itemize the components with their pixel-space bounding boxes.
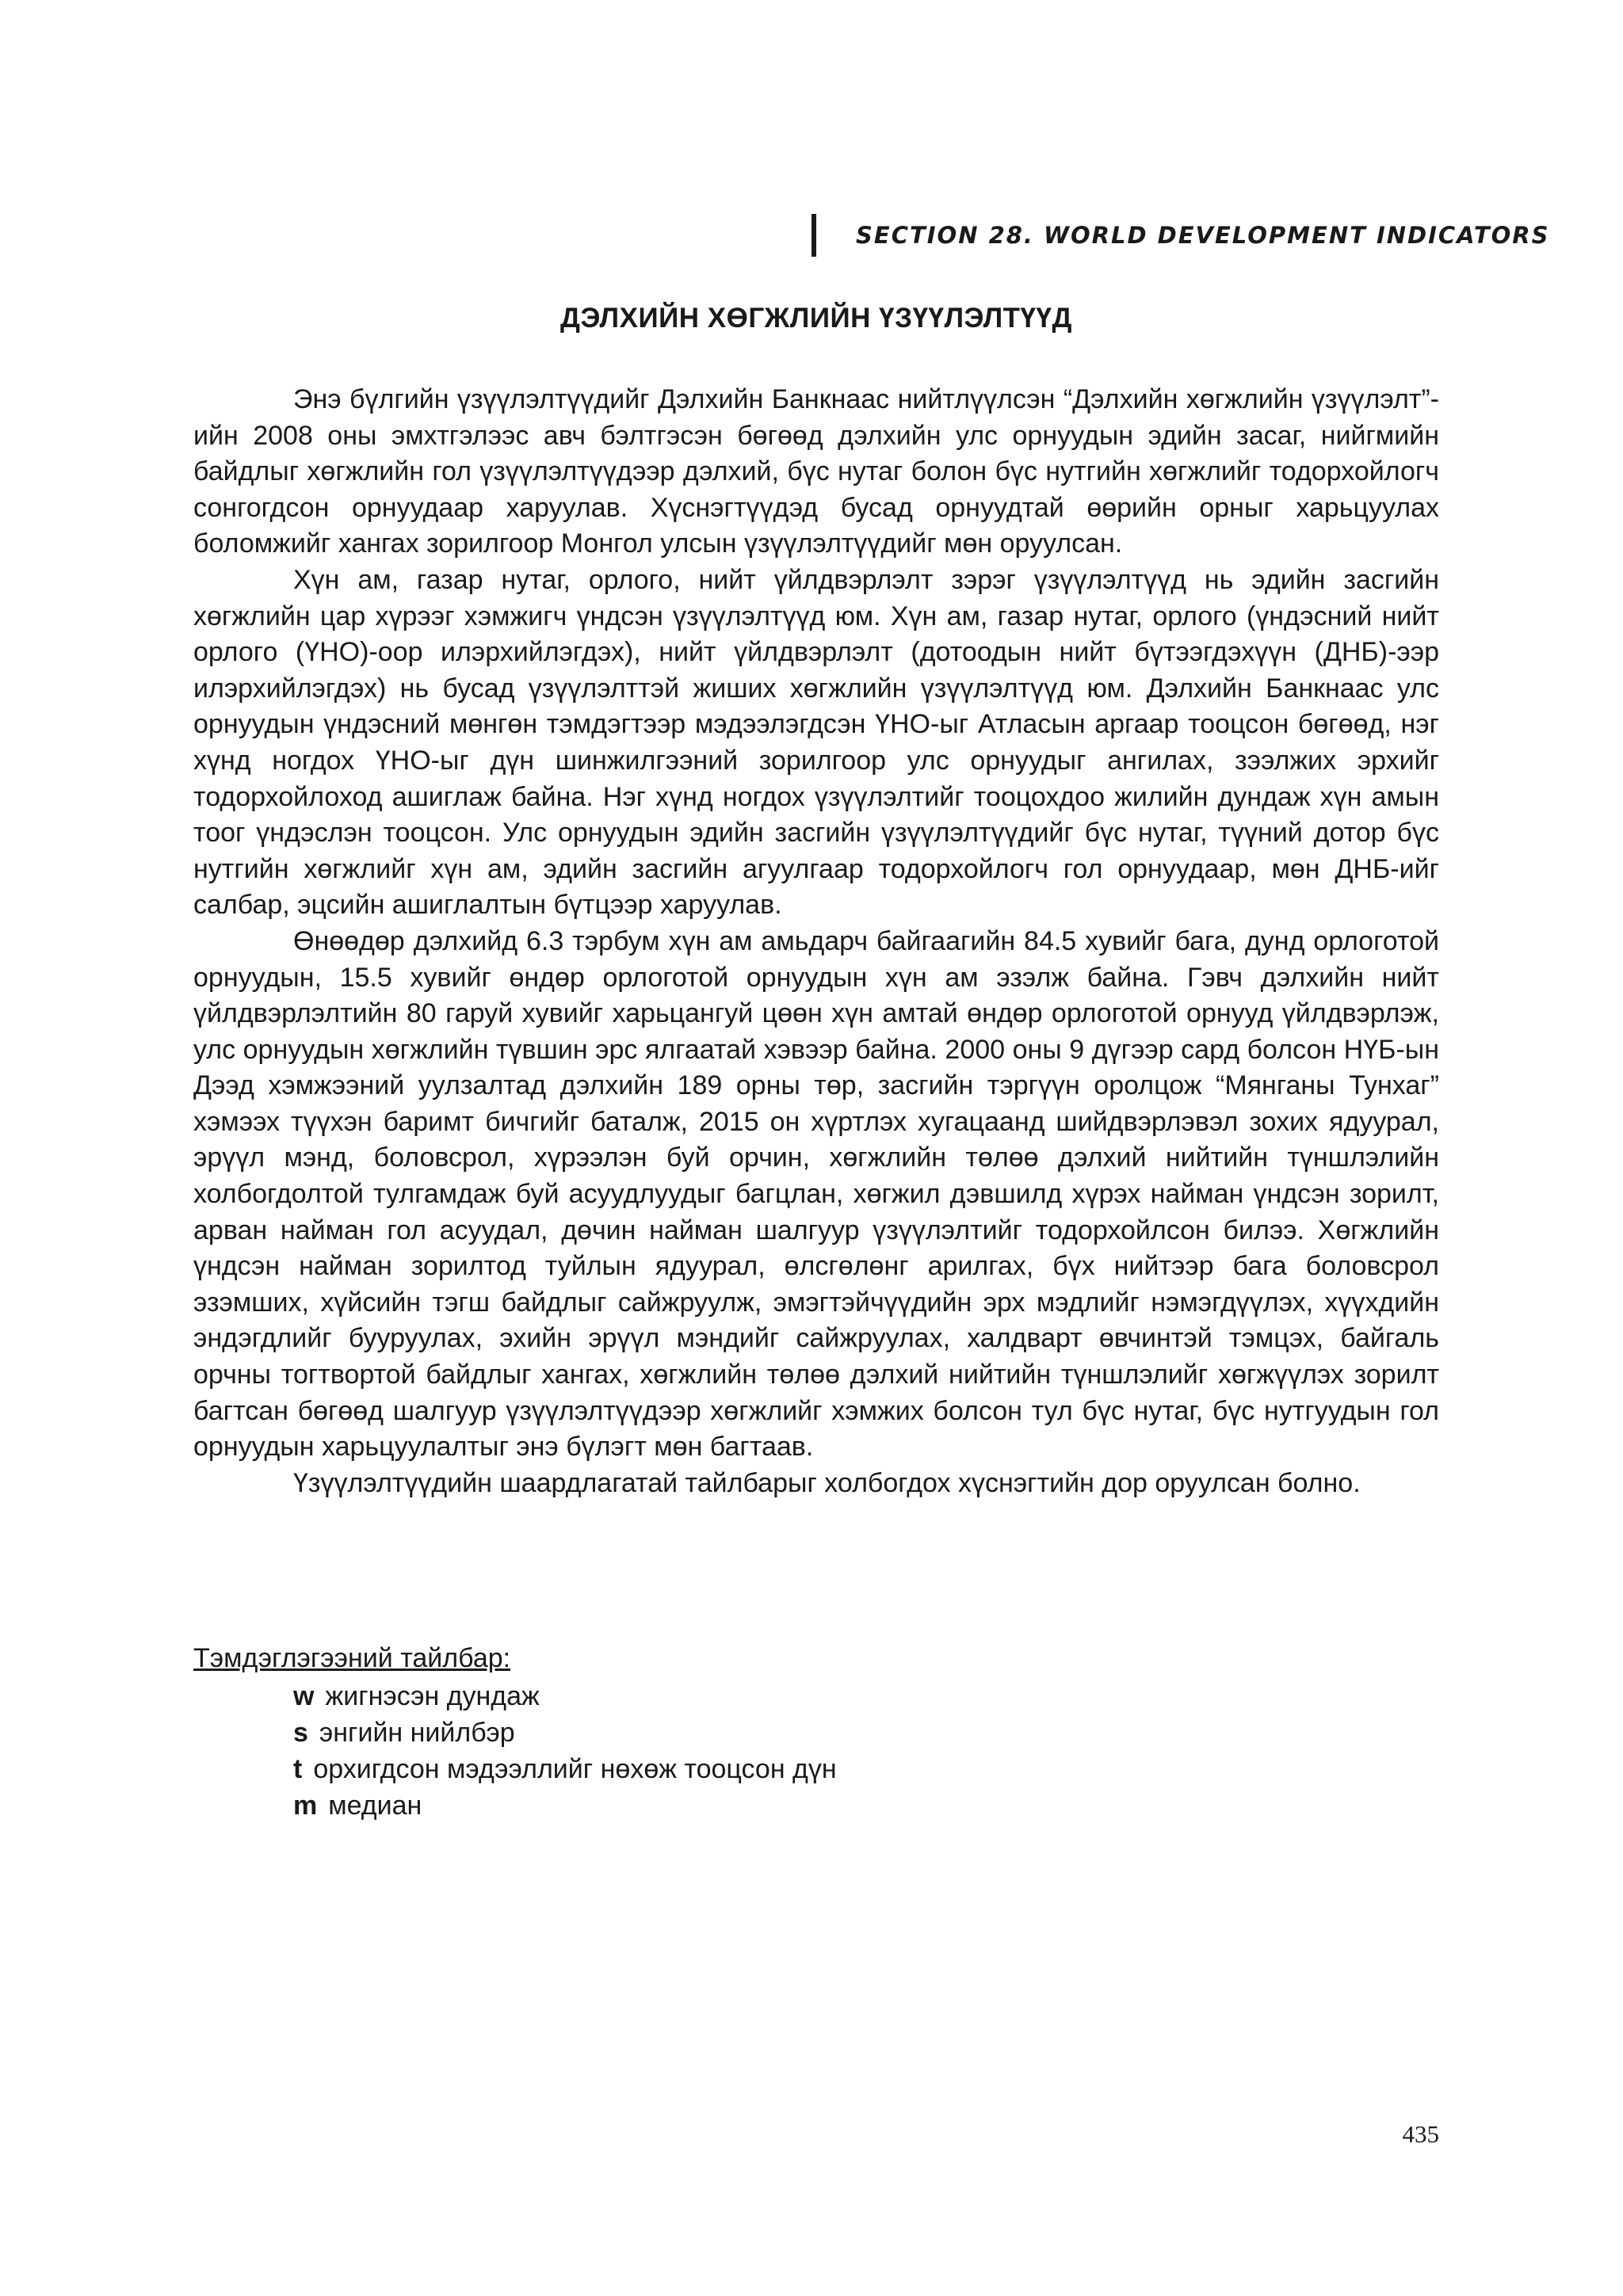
page-number: 435 (1402, 2120, 1439, 2148)
legend-symbol: w (293, 1681, 315, 1711)
section-header (808, 214, 1550, 261)
legend-item-w (293, 1678, 837, 1714)
legend-text: энгийн нийлбэр (319, 1718, 515, 1748)
legend-list (293, 1678, 837, 1824)
paragraph-3: Өнөөдөр дэлхийд 6.3 тэрбум хүн ам амьдарч байгаагийн 84.5 хувийг бага, дунд орлоготой орнуудын, 15.5 хувийг өндөр орлоготой орнуудын хүн ам эзэлж байна. Гэвч дэлхийн нийт үйлдвэрлэлтийн 80 гаруй хувийг харьцангуй цөөн хүн амтай өндөр орлоготой орнууд үйлдвэрлэж, улс орнуудын хөгжлийн түвшин эрс ялгаатай хэвээр байна. 2000 оны 9 дүгээр сард болсон НҮБ-ын Дээд хэмжээний уулзалтад дэлхийн 189 орны төр, засгийн тэргүүн оролцож “Мянганы Тунхаг” хэмээх түүхэн баримт бичгийг баталж, 2015 он хүртлэх хугацаанд шийдвэрлэвэл зохих ядуурал, эрүүл мэнд, боловсрол, хүрээлэн буй орчин, хөгжлийн төлөө дэлхий нийтийн түншлэлийн холбогдолтой тулгамдаж буй асуудлуудыг багцлан, хөгжил дэвшилд хүрэх найман үндсэн зорилт, арван найман гол асуудал, дөчин найман шалгуур үзүүлэлтийг тодорхойлсон билээ. Хөгжлийн үндсэн найман зорилтод туйлын ядуурал, өлсгөлөнг арилгах, бүх нийтээр бага боловсрол эзэмших, хүйсийн тэгш байдлыг сайжруулж, эмэгтэйчүүдийн эрх мэдлийг нэмэгдүүлэх, хүүхдийн эндэгдлийг бууруулах, эхийн эрүүл мэндийг сайжруулах, халдварт өвчинтэй тэмцэх, байгаль орчны тогтвортой байдлыг хангах, хөгжлийн төлөө дэлхий нийтийн түншлэлийг хөгжүүлэх зорилт багтсан бөгөөд шалгуур үзүүлэлтүүдээр хөгжлийг хэмжих болсон тул бүс нутаг, бүс нутгуудын гол орнуудын харьцуулалтыг энэ бүлэгт мөн багтаав. (193, 925, 1439, 1463)
legend-symbol: m (293, 1791, 318, 1821)
legend-item-s (293, 1714, 837, 1751)
paragraph-1: Энэ бүлгийн үзүүлэлтүүдийг Дэлхийн Банкнаас нийтлүүлсэн “Дэлхийн хөгжлийн үзүүлэлт”-ийн 2008 оны эмхтгэлээс авч бэлтгэсэн бөгөөд дэлхийн улс орнуудын эдийн засаг, нийгмийн байдлыг хөгжлийн гол үзүүлэлтүүдээр дэлхий, бүс нутаг болон бүс нутгийн хөгжлийг тодорхойлогч сонгогдсон орнуудаар харуулав. Хүснэгтүүдэд бусад орнуудтай өөрийн орныг харьцуулах боломжийг хангах зорилгоор Монгол улсын үзүүлэлтүүдийг мөн оруулсан. (193, 384, 1439, 559)
page-title: ДЭЛХИЙН ХӨГЖЛИЙН ҮЗҮҮЛЭЛТҮҮД (560, 303, 1072, 334)
legend-text: медиан (328, 1791, 422, 1821)
legend-item-m (293, 1787, 837, 1824)
paragraph-2: Хүн ам, газар нутаг, орлого, нийт үйлдвэрлэлт зэрэг үзүүлэлтүүд нь эдийн засгийн хөгжлийн цар хүрээг хэмжигч үндсэн үзүүлэлтүүд юм. Хүн ам, газар нутаг, орлого (үндэсний нийт орлого (ҮНО)-оор илэрхийлэгдэх), нийт үйлдвэрлэлт (дотоодын нийт бүтээгдэхүүн (ДНБ)-ээр илэрхийлэгдэх) нь бусад үзүүлэлттэй жиших хөгжлийн үзүүлэлтүүд юм. Дэлхийн Банкнаас улс орнуудын үндэсний мөнгөн тэмдэгтээр мэдээлэгдсэн ҮНО-ыг Атласын аргаар тооцсон бөгөөд, нэг хүнд ногдох ҮНО-ыг дүн шинжилгээний зорилгоор улс орнуудыг ангилах, зээлжих эрхийг тодорхойлоход ашиглаж байна. Нэг хүнд ногдох үзүүлэлтийг тооцохдоо жилийн дундаж хүн амын тоог үндэслэн тооцсон. Улс орнуудын эдийн засгийн үзүүлэлтүүдийг бүс нутаг, түүний дотор бүс нутгийн хөгжлийг хүн ам, эдийн засгийн агуулгаар тодорхойлогч гол орнуудаар, мөн ДНБ-ийг салбар, эцсийн ашиглалтын бүтцээр харуулав. (193, 564, 1439, 921)
legend-text: орхигдсон мэдээллийг нөхөж тооцсон дүн (313, 1754, 837, 1784)
legend-item-t (293, 1751, 837, 1787)
section-label: SECTION 28. WORLD DEVELOPMENT INDICATORS (856, 222, 1550, 249)
body-text (193, 382, 1439, 1501)
legend-title: Тэмдэглэгээний тайлбар: (193, 1643, 511, 1673)
header-divider-bar (812, 214, 816, 257)
legend-text: жигнэсэн дундаж (325, 1681, 540, 1711)
paragraph-4: Үзүүлэлтүүдийн шаардлагатай тайлбарыг холбогдох хүснэгтийн дор оруулсан болно. (293, 1467, 1361, 1498)
legend-symbol: t (293, 1754, 303, 1784)
legend-symbol: s (293, 1718, 308, 1748)
